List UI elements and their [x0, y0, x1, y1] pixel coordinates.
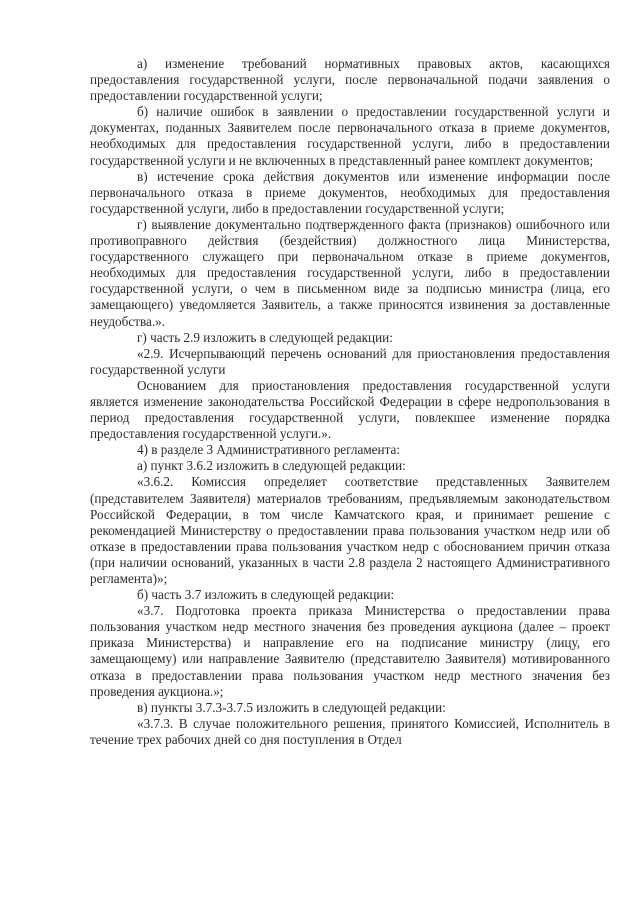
- paragraph-item-b: б) наличие ошибок в заявлении о предоставлении государственной услуги и документах, поданных Заявителем после первоначального отказа в приеме документов, необходимых для предоставления государственной услуги, либо в предоставлении государственной услуги и не включенных в представленный ранее комплект документов;: [90, 104, 610, 168]
- paragraph-item-a: а) изменение требований нормативных правовых актов, касающихся предоставления государственной услуги, после первоначальной подачи заявления о предоставлении государственной услуги;: [90, 56, 610, 104]
- paragraph-item-v: в) истечение срока действия документов или изменение информации после первоначального отказа в приеме документов, необходимых для предоставления государственной услуги, либо в предоставлении государственной услуги;: [90, 168, 610, 216]
- paragraph-instruction-3-6-2: а) пункт 3.6.2 изложить в следующей редакции:: [137, 458, 406, 474]
- document-page: [90, 56, 610, 886]
- paragraph-section-3-7-3: «3.7.3. В случае положительного решения, принятого Комиссией, Исполнитель в течение трех рабочих дней со дня поступления в Отдел: [90, 715, 610, 747]
- paragraph-instruction-2-9: г) часть 2.9 изложить в следующей редакции:: [137, 329, 393, 345]
- paragraph-section-2-9-body: Основанием для приостановления предоставления государственной услуги является изменение законодательства Российской Федерации в сфере недропользования в период предоставления государственной услуги, повлекшее изменение порядка предоставления государственной услуги.».: [90, 377, 610, 442]
- paragraph-instruction-3-7: б) часть 3.7 изложить в следующей редакции:: [137, 587, 395, 603]
- paragraph-instruction-3-7-3: в) пункты 3.7.3-3.7.5 изложить в следующей редакции:: [137, 699, 446, 715]
- paragraph-section-3-heading: 4) в разделе 3 Административного регламента:: [137, 442, 401, 458]
- paragraph-section-3-6-2: «3.6.2. Комиссия определяет соответствие представленных Заявителем (представителем Заявителя) материалов требованиям, предъявляемым законодательством Российской Федерации, в том числе Камчатского края, и принимает решение с рекомендацией Министерству о предоставлении права пользования участком недр или об отказе в предоставлении права пользования участком недр с обоснованием причин отказа (при наличии оснований, указанных в части 2.8 раздела 2 настоящего Административного регламента)»;: [90, 474, 610, 586]
- paragraph-item-g: г) выявление документально подтвержденного факта (признаков) ошибочного или противоправного действия (бездействия) должностного лица Министерства, государственного служащего при первоначальном отказе в приеме документов, необходимых для предоставления государственной услуги, либо в предоставлении государственной услуги, о чем в письменном виде за подписью министра (лица, его замещающего) уведомляется Заявитель, а также приносятся извинения за доставленные неудобства.».: [90, 216, 610, 329]
- paragraph-section-2-9-title: «2.9. Исчерпывающий перечень оснований для приостановления предоставления государственной услуги: [90, 345, 610, 377]
- paragraph-section-3-7: «3.7. Подготовка проекта приказа Министерства о предоставлении права пользования участком недр местного значения без проведения аукциона (далее – проект приказа Министерства) и направление его на подписание министру (лицу, его замещающему) или направление Заявителю (представителю Заявителя) мотивированного отказа в предоставлении права пользования участком недр местного значения без проведения аукциона.»;: [90, 603, 610, 699]
